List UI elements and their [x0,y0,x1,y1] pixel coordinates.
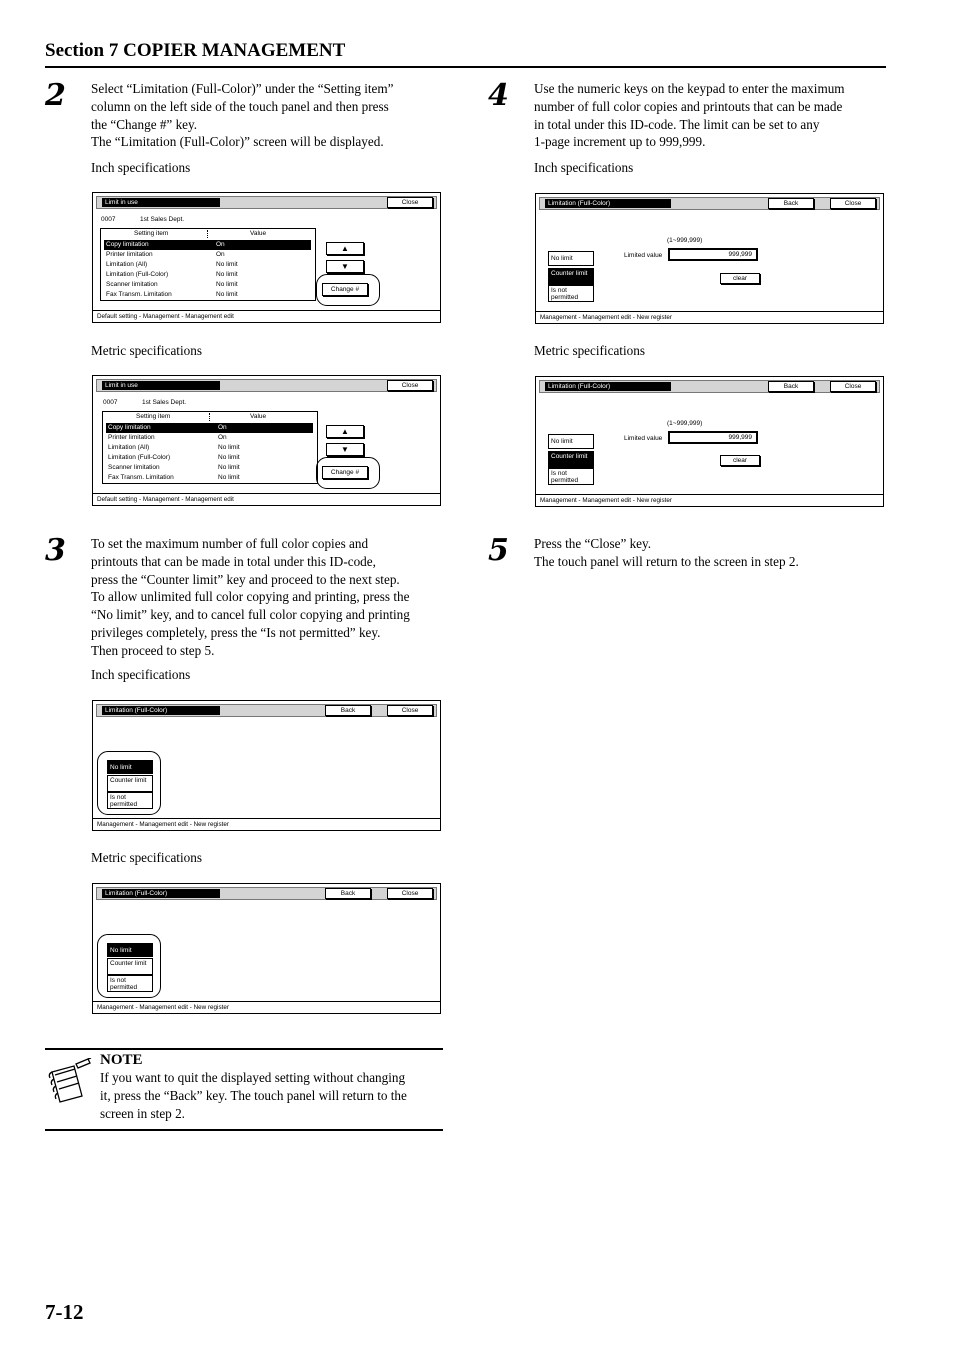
divider [209,413,210,421]
text-line: 1-page increment up to 999,999. [534,134,706,150]
text-line: Then proceed to step 5. [91,642,215,658]
screen-title: Limitation (Full-Color) [545,382,671,391]
back-button[interactable]: Back [325,888,371,899]
table-row[interactable] [104,280,311,290]
row-item: Copy limitation [106,241,149,248]
no-limit-button[interactable]: No limit [107,760,153,774]
settings-table [100,228,316,301]
table-row[interactable] [104,240,311,250]
spec-label: Inch specifications [91,667,191,682]
row-item: Fax Transm. Limitation [108,474,174,481]
text-line: privileges completely, press the “Is not permitted” key. [91,624,381,640]
row-item: Limitation (Full-Color) [108,454,171,461]
table-row[interactable] [104,260,311,270]
header-rule [45,66,886,68]
title-bar [539,197,880,210]
no-limit-button[interactable]: No limit [548,251,594,266]
table-row[interactable] [104,290,311,300]
row-item: Printer limitation [106,251,153,258]
text-line: number of full color copies and printouts that can be made [534,98,843,114]
department-name: 1st Sales Dept. [142,399,187,406]
id-code: 0007 [103,399,118,406]
spec-label: Inch specifications [91,160,191,175]
step-text [91,535,451,660]
divider [207,230,208,238]
touch-panel-limit-in-use [92,375,441,506]
text-line: printouts that can be made in total under this ID-code, [91,553,376,569]
no-limit-button[interactable]: No limit [107,943,153,957]
table-header [101,229,315,239]
row-item: Printer limitation [108,434,155,441]
spec-label: Metric specifications [91,850,202,865]
close-button[interactable]: Close [387,197,433,208]
text-line: “No limit” key, and to cancel full color copying and printing [91,607,410,623]
touch-panel-limit-in-use [92,192,441,323]
touch-panel-full-color-options [92,883,441,1014]
text-line: If you want to quit the displayed setting without changing [100,1070,406,1085]
counter-limit-button[interactable]: Counter limit [548,268,594,285]
section-header: Section 7 COPIER MANAGEMENT [45,40,346,61]
department-name: 1st Sales Dept. [140,216,185,223]
close-button[interactable]: Close [830,198,876,209]
title-bar [96,887,437,900]
limited-value-input[interactable]: 999,999 [668,248,758,261]
screen-footer: Management - Management edit - New register [536,494,883,506]
row-item: Fax Transm. Limitation [106,291,172,298]
screen-footer: Default setting - Management - Management edit [93,493,440,505]
close-button[interactable]: Close [387,888,433,899]
spec-label: Inch specifications [534,160,634,175]
screen-footer: Management - Management edit - New register [536,311,883,323]
text-line: To allow unlimited full color copying and printing, press the [91,589,410,605]
settings-table [102,411,318,484]
change-number-button[interactable]: Change # [322,283,368,296]
counter-limit-button[interactable]: Counter limit [107,775,153,792]
close-button[interactable]: Close [387,380,433,391]
spec-label: Metric specifications [91,343,202,358]
row-item: Limitation (All) [106,261,148,268]
text-line: the “Change #” key. [91,116,198,132]
step-number: 5 [488,533,509,568]
not-permitted-button[interactable]: Is not permitted [107,975,153,992]
screen-title: Limit in use [102,381,220,390]
screen-title: Limitation (Full-Color) [102,889,220,898]
screen-title: Limit in use [102,198,220,207]
screen-title: Limitation (Full-Color) [545,199,671,208]
text-line: The touch panel will return to the screen in step 2. [534,553,799,569]
touch-panel-full-color-options [92,700,441,831]
step-number: 4 [488,78,509,113]
text-line: press the “Counter limit” key and proceed to the next step. [91,571,400,587]
screen-footer: Management - Management edit - New register [93,1001,440,1013]
limited-value-label: Limited value [624,435,663,442]
step-text [534,80,894,151]
title-bar [539,380,880,393]
close-button[interactable]: Close [830,381,876,392]
limited-value-label: Limited value [624,252,663,259]
no-limit-button[interactable]: No limit [548,434,594,449]
row-value: No limit [216,291,238,298]
screen-footer: Management - Management edit - New register [93,818,440,830]
counter-limit-button[interactable]: Counter limit [107,958,153,975]
close-button[interactable]: Close [387,705,433,716]
row-item: Scanner limitation [108,464,160,471]
scroll-up-button[interactable]: ▲ [326,425,364,438]
table-row[interactable] [106,433,313,443]
text-line: screen in step 2. [100,1105,185,1121]
range-hint: (1~999,999) [667,420,703,427]
text-line: in total under this ID-code. The limit can be set to any [534,116,820,132]
column-header: Setting item [136,413,171,420]
column-header: Value [250,413,267,420]
row-value: No limit [216,281,238,288]
text-line: Use the numeric keys on the keypad to enter the maximum [534,81,845,96]
row-value: No limit [218,474,240,481]
column-header: Value [250,230,267,237]
clear-button[interactable]: clear [720,455,760,466]
note-rule-bottom [45,1129,443,1131]
id-code: 0007 [101,216,116,223]
title-bar [96,196,437,209]
table-header [103,412,317,422]
table-row[interactable] [104,270,311,280]
row-item: Copy limitation [108,424,151,431]
text-line: Press the “Close” key. [534,536,652,551]
row-item: Limitation (All) [108,444,150,451]
screen-footer: Default setting - Management - Management edit [93,310,440,322]
back-button[interactable]: Back [325,705,371,716]
note-rule-top [45,1048,443,1050]
row-value: No limit [216,261,238,268]
touch-panel-limited-value [535,193,884,324]
back-button[interactable]: Back [768,198,814,209]
row-value: No limit [218,464,240,471]
row-value: On [218,424,227,431]
screen-title: Limitation (Full-Color) [102,706,220,715]
step-number: 3 [45,533,66,568]
column-header: Setting item [134,230,169,237]
table-row[interactable] [106,453,313,463]
scroll-down-button[interactable]: ▼ [326,260,364,273]
row-value: On [218,434,227,441]
range-hint: (1~999,999) [667,237,703,244]
page-number: 7-12 [45,1300,84,1324]
title-bar [96,379,437,392]
notepad-icon [46,1058,92,1109]
table-row[interactable] [106,443,313,453]
row-item: Limitation (Full-Color) [106,271,169,278]
change-number-button[interactable]: Change # [322,466,368,479]
note-text [100,1069,442,1122]
title-bar [96,704,437,717]
counter-limit-button[interactable]: Counter limit [548,451,594,468]
text-line: To set the maximum number of full color copies and [91,536,369,551]
clear-button[interactable]: clear [720,273,760,284]
scroll-up-button[interactable]: ▲ [326,242,364,255]
row-value: No limit [216,271,238,278]
row-item: Scanner limitation [106,281,158,288]
row-value: No limit [218,444,240,451]
table-row[interactable] [104,250,311,260]
table-row[interactable] [106,463,313,473]
not-permitted-button[interactable]: Is not permitted [548,468,594,485]
limited-value-input[interactable]: 999,999 [668,431,758,444]
row-value: On [216,241,225,248]
scroll-down-button[interactable]: ▼ [326,443,364,456]
text-line: Select “Limitation (Full-Color)” under the “Setting item” [91,81,394,96]
text-line: The “Limitation (Full-Color)” screen will be displayed. [91,134,384,150]
step-number: 2 [45,78,66,113]
table-row[interactable] [106,473,313,483]
row-value: On [216,251,225,258]
note-title: NOTE [100,1052,143,1068]
row-value: No limit [218,454,240,461]
text-line: column on the left side of the touch panel and then press [91,98,389,114]
step-text [91,80,451,151]
not-permitted-button[interactable]: Is not permitted [107,792,153,809]
step-text [534,535,894,571]
table-row[interactable] [106,423,313,433]
text-line: it, press the “Back” key. The touch panel will return to the [100,1087,407,1103]
back-button[interactable]: Back [768,381,814,392]
spec-label: Metric specifications [534,343,645,358]
not-permitted-button[interactable]: Is not permitted [548,285,594,302]
touch-panel-limited-value [535,376,884,507]
